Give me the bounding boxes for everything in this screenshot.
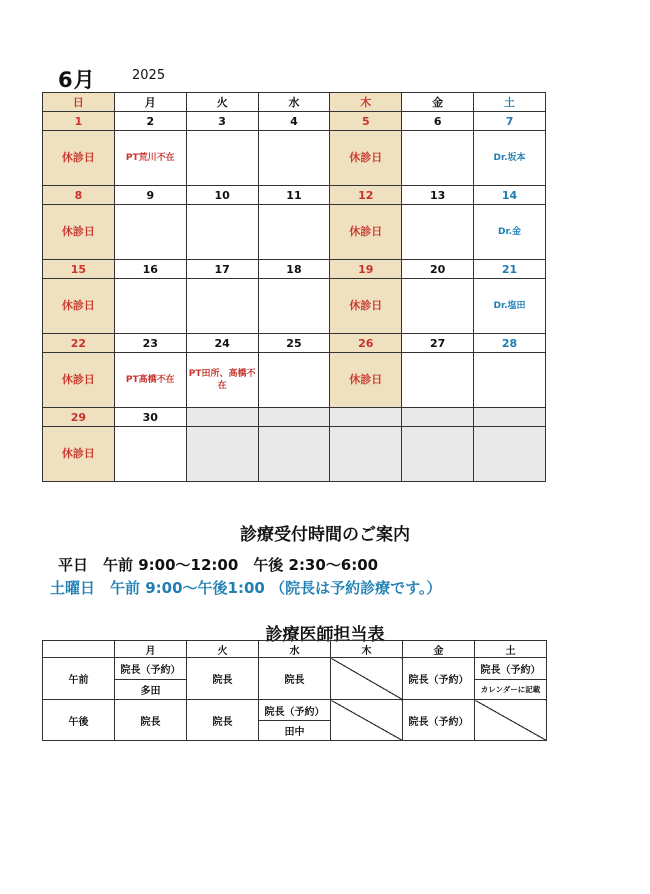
day-note: 休診日 bbox=[43, 279, 115, 334]
pm-label: 午後 bbox=[43, 700, 115, 741]
day-note bbox=[258, 131, 330, 186]
hours-weekday: 平日 午前 9:00～12:00 午後 2:30～6:00 bbox=[58, 556, 379, 574]
day-note: PT高橋不在 bbox=[114, 353, 186, 408]
am-mon-top: 院長（予約） bbox=[115, 658, 187, 680]
empty-day bbox=[186, 427, 258, 482]
day-number: 29 bbox=[43, 408, 115, 427]
day-note: 休診日 bbox=[43, 131, 115, 186]
doctor-header-row bbox=[43, 641, 547, 658]
week-3-numbers bbox=[43, 260, 546, 279]
day-note bbox=[402, 205, 474, 260]
doctors-title: 診療医師担当表 bbox=[265, 625, 385, 645]
day-number: 18 bbox=[258, 260, 330, 279]
am-thu-closed bbox=[331, 658, 403, 700]
day-note bbox=[402, 131, 474, 186]
pm-wed-top: 院長（予約） bbox=[259, 700, 331, 721]
day-note: Dr.金 bbox=[474, 205, 546, 260]
day-number: 30 bbox=[114, 408, 186, 427]
weekday-thu: 木 bbox=[330, 93, 402, 112]
corner-cell bbox=[43, 641, 115, 658]
hours-title: 診療受付時間のご案内 bbox=[240, 525, 410, 545]
day-number: 22 bbox=[43, 334, 115, 353]
am-label: 午前 bbox=[43, 658, 115, 700]
day-note: 休診日 bbox=[43, 205, 115, 260]
day-note: Dr.塩田 bbox=[474, 279, 546, 334]
day-number: 26 bbox=[330, 334, 402, 353]
day-number: 6 bbox=[402, 112, 474, 131]
day-note: 休診日 bbox=[43, 353, 115, 408]
weekday-header-row bbox=[43, 93, 546, 112]
day-number: 11 bbox=[258, 186, 330, 205]
week-5-notes bbox=[43, 427, 546, 482]
day-number: 4 bbox=[258, 112, 330, 131]
week-2-notes bbox=[43, 205, 546, 260]
empty-day bbox=[258, 408, 330, 427]
day-note: 休診日 bbox=[330, 279, 402, 334]
week-4-notes bbox=[43, 353, 546, 408]
day-header: 金 bbox=[403, 641, 475, 658]
week-2-numbers bbox=[43, 186, 546, 205]
day-header: 土 bbox=[475, 641, 547, 658]
calendar-table bbox=[42, 92, 546, 482]
day-number: 23 bbox=[114, 334, 186, 353]
pm-tue: 院長 bbox=[187, 700, 259, 741]
weekday-mon: 月 bbox=[114, 93, 186, 112]
day-number: 17 bbox=[186, 260, 258, 279]
day-note: Dr.坂本 bbox=[474, 131, 546, 186]
day-note bbox=[114, 427, 186, 482]
day-number: 5 bbox=[330, 112, 402, 131]
empty-day bbox=[402, 427, 474, 482]
day-number: 24 bbox=[186, 334, 258, 353]
empty-day bbox=[258, 427, 330, 482]
empty-day bbox=[402, 408, 474, 427]
doctor-schedule-table bbox=[42, 640, 547, 741]
day-header: 木 bbox=[331, 641, 403, 658]
day-note bbox=[186, 131, 258, 186]
year-label: 2025 bbox=[132, 68, 166, 83]
week-4-numbers bbox=[43, 334, 546, 353]
day-number: 9 bbox=[114, 186, 186, 205]
day-note bbox=[402, 353, 474, 408]
day-note bbox=[114, 205, 186, 260]
week-1-numbers bbox=[43, 112, 546, 131]
day-number: 14 bbox=[474, 186, 546, 205]
day-number: 28 bbox=[474, 334, 546, 353]
day-note bbox=[474, 353, 546, 408]
day-note: 休診日 bbox=[330, 353, 402, 408]
day-number: 19 bbox=[330, 260, 402, 279]
day-note bbox=[258, 353, 330, 408]
am-tue: 院長 bbox=[187, 658, 259, 700]
am-sat-bottom: カレンダーに記載 bbox=[475, 680, 547, 700]
day-number: 8 bbox=[43, 186, 115, 205]
pm-row-top bbox=[43, 700, 547, 721]
day-note bbox=[258, 279, 330, 334]
weekday-sat: 土 bbox=[474, 93, 546, 112]
day-number: 16 bbox=[114, 260, 186, 279]
day-note bbox=[258, 205, 330, 260]
day-note bbox=[186, 279, 258, 334]
am-row-top bbox=[43, 658, 547, 680]
am-mon-bottom: 多田 bbox=[115, 680, 187, 700]
pm-sat-closed bbox=[475, 700, 547, 741]
empty-day bbox=[474, 427, 546, 482]
day-note: 休診日 bbox=[330, 205, 402, 260]
pm-fri: 院長（予約） bbox=[403, 700, 475, 741]
empty-day bbox=[474, 408, 546, 427]
month-label: 6月 bbox=[58, 68, 96, 92]
week-1-notes bbox=[43, 131, 546, 186]
day-number: 21 bbox=[474, 260, 546, 279]
weekday-tue: 火 bbox=[186, 93, 258, 112]
day-header: 火 bbox=[187, 641, 259, 658]
day-number: 3 bbox=[186, 112, 258, 131]
am-wed: 院長 bbox=[259, 658, 331, 700]
day-header: 水 bbox=[259, 641, 331, 658]
day-number: 15 bbox=[43, 260, 115, 279]
weekday-wed: 水 bbox=[258, 93, 330, 112]
day-note: 休診日 bbox=[330, 131, 402, 186]
empty-day bbox=[330, 427, 402, 482]
day-note bbox=[186, 205, 258, 260]
day-number: 25 bbox=[258, 334, 330, 353]
am-sat-top: 院長（予約） bbox=[475, 658, 547, 680]
day-number: 13 bbox=[402, 186, 474, 205]
week-3-notes bbox=[43, 279, 546, 334]
pm-mon: 院長 bbox=[115, 700, 187, 741]
empty-day bbox=[186, 408, 258, 427]
hours-saturday: 土曜日 午前 9:00～午後1:00 （院長は予約診療です。） bbox=[50, 579, 442, 597]
day-note bbox=[402, 279, 474, 334]
day-note: PT田所、高橋不在 bbox=[186, 353, 258, 408]
weekday-sun: 日 bbox=[43, 93, 115, 112]
day-number: 10 bbox=[186, 186, 258, 205]
am-fri: 院長（予約） bbox=[403, 658, 475, 700]
day-note: PT荒川不在 bbox=[114, 131, 186, 186]
day-number: 27 bbox=[402, 334, 474, 353]
empty-day bbox=[330, 408, 402, 427]
day-header: 月 bbox=[115, 641, 187, 658]
day-note bbox=[114, 279, 186, 334]
day-number: 7 bbox=[474, 112, 546, 131]
weekday-fri: 金 bbox=[402, 93, 474, 112]
day-number: 12 bbox=[330, 186, 402, 205]
day-number: 2 bbox=[114, 112, 186, 131]
pm-thu-closed bbox=[331, 700, 403, 741]
day-number: 1 bbox=[43, 112, 115, 131]
day-note: 休診日 bbox=[43, 427, 115, 482]
pm-wed-bottom: 田中 bbox=[259, 721, 331, 741]
day-number: 20 bbox=[402, 260, 474, 279]
week-5-numbers bbox=[43, 408, 546, 427]
